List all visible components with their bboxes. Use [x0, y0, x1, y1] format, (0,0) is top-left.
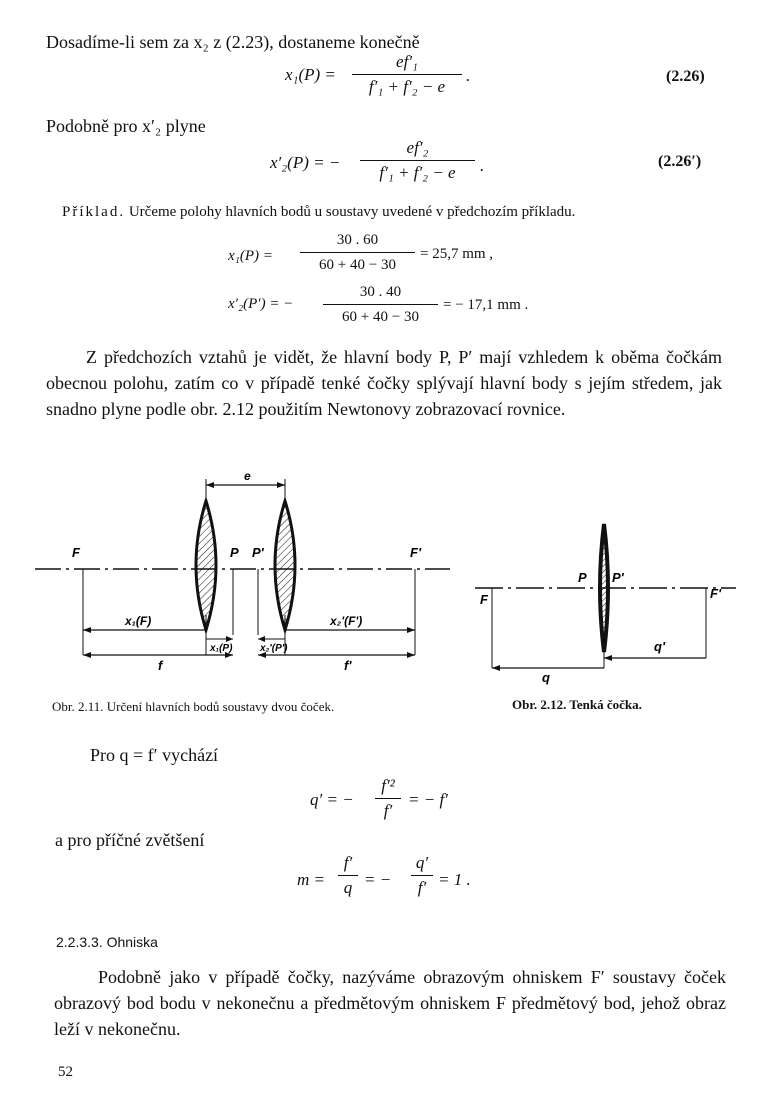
- ex1-fraction: [300, 230, 415, 275]
- label-x2Pp: x₂'(P'): [260, 643, 288, 654]
- ex1-lhs: x₁(P) =: [228, 248, 273, 264]
- paragraph-principal-points: Z předchozích vztahů je vidět, že hlavní body P, P′ mají vzhledem k oběma čočkám obecnou polohu, zatím co v případě tenké čočky splývají hlavní body s jejím středem, jak snadno plyne podle obr. 2.12 použitím Newtonovy zobrazovací rovnice.: [46, 347, 722, 419]
- eq226b-numerator: ef′₂: [406, 138, 429, 157]
- lens-1: [196, 501, 216, 630]
- label-P-thin: P: [578, 570, 587, 585]
- page-number: 52: [58, 1064, 73, 1080]
- label-f: f: [158, 658, 163, 673]
- label-q: q: [542, 670, 550, 685]
- label-x1P: x₁(P): [210, 643, 233, 654]
- ex1-denominator: 60 + 40 − 30: [319, 257, 396, 273]
- label-Pp-thin: P': [612, 570, 624, 585]
- figure-2-12: [470, 518, 740, 688]
- eqm-fraction-1: [338, 853, 358, 898]
- eq226-number: (2.26): [666, 68, 705, 85]
- lens-2: [275, 501, 295, 630]
- label-e: e: [244, 469, 251, 483]
- label-P: P: [230, 545, 239, 560]
- eq226-lhs: x₁(P) =: [285, 65, 336, 84]
- pro-text: Pro q = f′ vychází: [90, 745, 219, 765]
- eqq-fraction: [375, 776, 401, 821]
- label-F-thin: F: [480, 592, 488, 607]
- ex2-denominator: 60 + 40 − 30: [342, 309, 419, 325]
- eqm-numerator-2: q′: [415, 853, 429, 872]
- figure-2-11: [30, 465, 470, 680]
- eqq-lhs: q′ = −: [310, 790, 354, 809]
- eqq-rhs: = − f′: [408, 790, 448, 809]
- ex2-numerator: 30 . 40: [359, 284, 402, 300]
- eq226b-number: (2.26′): [658, 153, 702, 170]
- eqm-fraction-2: [411, 853, 433, 898]
- eqq-denominator: f′: [383, 801, 393, 820]
- example-text: Určeme polohy hlavních bodů u soustavy uvedené v předchozím příkladu.: [128, 204, 576, 220]
- label-F: F: [72, 545, 80, 560]
- ex2-lhs: x′₂(P′) = −: [228, 296, 294, 312]
- example-line: [62, 204, 575, 221]
- eqm-denominator-2: f′: [417, 878, 427, 897]
- label-Fp: F': [410, 545, 422, 560]
- ex2-rhs: = − 17,1 mm .: [443, 297, 529, 313]
- ex1-numerator: 30 . 60: [336, 232, 379, 248]
- similar-text: Podobně pro x′₂ plyne: [46, 116, 206, 136]
- caption-2-12: Obr. 2.12. Tenká čočka.: [512, 697, 642, 712]
- eqm-numerator-1: f′: [343, 853, 353, 872]
- eq226b-tail: .: [480, 156, 485, 175]
- thin-lens: [600, 524, 608, 652]
- eq226b-denominator: f′₁ + f′₂ − e: [379, 163, 456, 182]
- apro-text: a pro příčné zvětšení: [55, 830, 205, 850]
- section-title: 2.2.3.3. Ohniska: [56, 934, 158, 950]
- eqm-rhs: = 1 .: [438, 870, 471, 889]
- ex2-fraction: [323, 282, 438, 327]
- label-fp: f': [344, 658, 352, 673]
- label-Pp: P': [252, 545, 264, 560]
- eq226-fraction: [352, 52, 462, 97]
- example-label: Příklad.: [62, 204, 126, 220]
- ex1-rhs: = 25,7 mm ,: [420, 246, 494, 262]
- label-Fp-thin: F': [710, 586, 722, 601]
- eq226b-lhs: x′₂(P) = −: [270, 153, 341, 172]
- eq226-numerator: ef′₁: [396, 52, 418, 71]
- eqm-mid: = −: [364, 870, 392, 889]
- caption-2-11: Obr. 2.11. Určení hlavních bodů soustavy dvou čoček.: [52, 699, 335, 714]
- eq226-tail: .: [466, 66, 471, 85]
- label-x2Fp: x₂'(F'): [330, 614, 363, 628]
- eq226b-fraction: [360, 138, 475, 183]
- label-qp: q': [654, 639, 666, 654]
- paragraph-focal-points: Podobně jako v případě čočky, nazýváme obrazovým ohniskem F′ soustavy čoček obrazový bod bodu v nekonečnu a předmětovým ohniskem F předmětový bod, jehož obraz leží v nekonečnu.: [54, 967, 726, 1039]
- eqm-denominator-1: q: [343, 878, 353, 897]
- eq226-denominator: f′₁ + f′₂ − e: [368, 77, 446, 96]
- eqq-numerator: f′²: [381, 776, 395, 795]
- label-x1F: x₁(F): [125, 614, 152, 628]
- eqm-lhs: m =: [297, 870, 325, 889]
- intro-text: Dosadíme-li sem za x₂ z (2.23), dostaneme konečně: [46, 32, 420, 52]
